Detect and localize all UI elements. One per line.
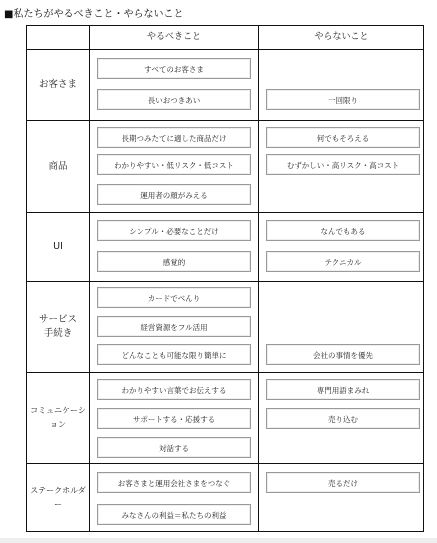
do-item: 感覚的 [97,251,251,272]
dont-item: 専門用語まみれ [266,379,420,400]
column-divider [258,26,259,531]
row-label-service: サービス 手続き [38,314,77,339]
do-item: 対話する [97,437,251,458]
page-heading: ■私たちがやるべきこと・やらないこと [4,9,184,20]
row-label-customers: お客さま [38,79,77,90]
do-item: わかりやすい・低リスク・低コスト [97,154,251,175]
dont-item: 売り込む [266,408,420,429]
do-item: 運用者の顔がみえる [97,184,251,205]
do-item: みなさんの利益＝私たちの利益 [97,504,251,525]
do-item: サポートする・応援する [97,408,251,429]
row-label-ui: UI [53,241,63,252]
row-label-stakeholders: ステークホルダー [30,486,86,509]
dont-item: 会社の事情を優先 [266,344,420,365]
do-dont-table [26,25,424,532]
do-item: すべてのお客さま [97,58,251,79]
do-item: どんなことも可能な限り簡単に [97,344,251,365]
do-item: お客さまと運用会社さまをつなぐ [97,472,251,493]
row-label-products: 商品 [48,160,68,172]
row-label-communication: コミュニケーション [30,406,86,429]
dont-item: むずかしい・高リスク・高コスト [266,154,420,175]
dont-item: テクニカル [266,251,420,272]
column-divider [89,26,90,531]
do-item: カードでべんり [97,287,251,308]
dont-item: 一回限り [266,89,420,110]
dont-item: 売るだけ [266,472,420,493]
do-item: わかりやすい言葉でお伝えする [97,379,251,400]
column-header-dont: やらないこと [314,32,369,42]
do-item: 長期つみたてに適した商品だけ [97,127,251,148]
dont-item: なんでもある [266,220,420,241]
do-item: 経営資源をフル活用 [97,316,251,337]
column-header-do: やるべきこと [146,32,201,42]
bottom-edge [0,538,437,543]
do-item: シンプル・必要なことだけ [97,220,251,241]
do-item: 長いおつきあい [97,89,251,110]
dont-item: 何でもそろえる [266,127,420,148]
